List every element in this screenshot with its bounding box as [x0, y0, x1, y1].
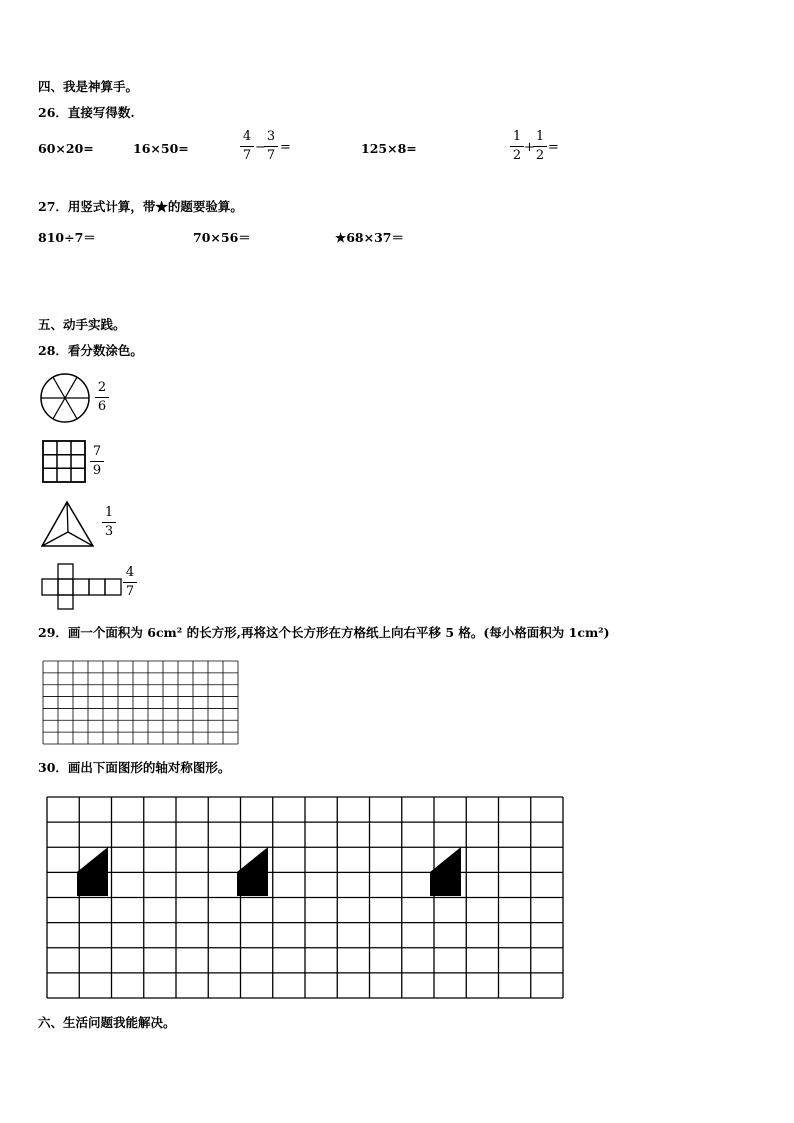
q27-item-1: 810÷7＝	[38, 230, 96, 245]
cube-net-seven-parts-shape	[41, 563, 123, 611]
fraction-1-2-a: 1 2	[510, 130, 524, 164]
q27-item-2: 70×56＝	[193, 230, 251, 245]
question-30-label: 30．画出下面图形的轴对称图形。	[38, 760, 231, 775]
equals-sign: =	[280, 140, 291, 155]
section-5-title: 五、动手实践。	[38, 317, 126, 332]
question-28-label: 28．看分数涂色。	[38, 343, 143, 358]
q26-item-2: 16×50=	[133, 141, 189, 156]
section-6-title: 六、生活问题我能解决。	[38, 1015, 176, 1030]
square-nine-parts-shape	[42, 440, 88, 484]
q27-item-3: ★68×37＝	[335, 230, 404, 245]
fraction-2-6: 2 6	[95, 381, 109, 415]
fraction-3-7: 3 7	[264, 130, 278, 164]
question-26-label: 26．直接写得数.	[38, 105, 135, 120]
graph-paper-grid-29[interactable]	[42, 660, 240, 746]
question-27-label: 27．用竖式计算，带★的题要验算。	[38, 199, 243, 214]
trapezoid-shape-2	[237, 847, 268, 896]
fraction-1-3: 1 3	[102, 506, 116, 540]
graph-paper-grid-30[interactable]	[46, 796, 566, 1002]
fraction-1-2-b: 1 2	[533, 130, 547, 164]
trapezoid-shape-1	[77, 847, 108, 896]
q26-item-3: 125×8=	[361, 141, 417, 156]
triangle-three-parts-shape	[40, 500, 96, 548]
fraction-4-7: 4 7	[240, 130, 254, 164]
plus-sign: +	[524, 140, 535, 155]
minus-sign: −	[255, 140, 266, 155]
fraction-4-7-shape: 4 7	[123, 566, 137, 600]
fraction-7-9: 7 9	[90, 445, 104, 479]
circle-six-parts-shape	[40, 373, 92, 425]
q26-item-1: 60×20=	[38, 141, 94, 156]
equals-sign-2: =	[548, 140, 559, 155]
question-29-label: 29．画一个面积为 6cm² 的长方形,再将这个长方形在方格纸上向右平移 5 格。(每小格面积为 1cm²)	[38, 625, 610, 640]
section-4-title: 四、我是神算手。	[38, 79, 139, 94]
